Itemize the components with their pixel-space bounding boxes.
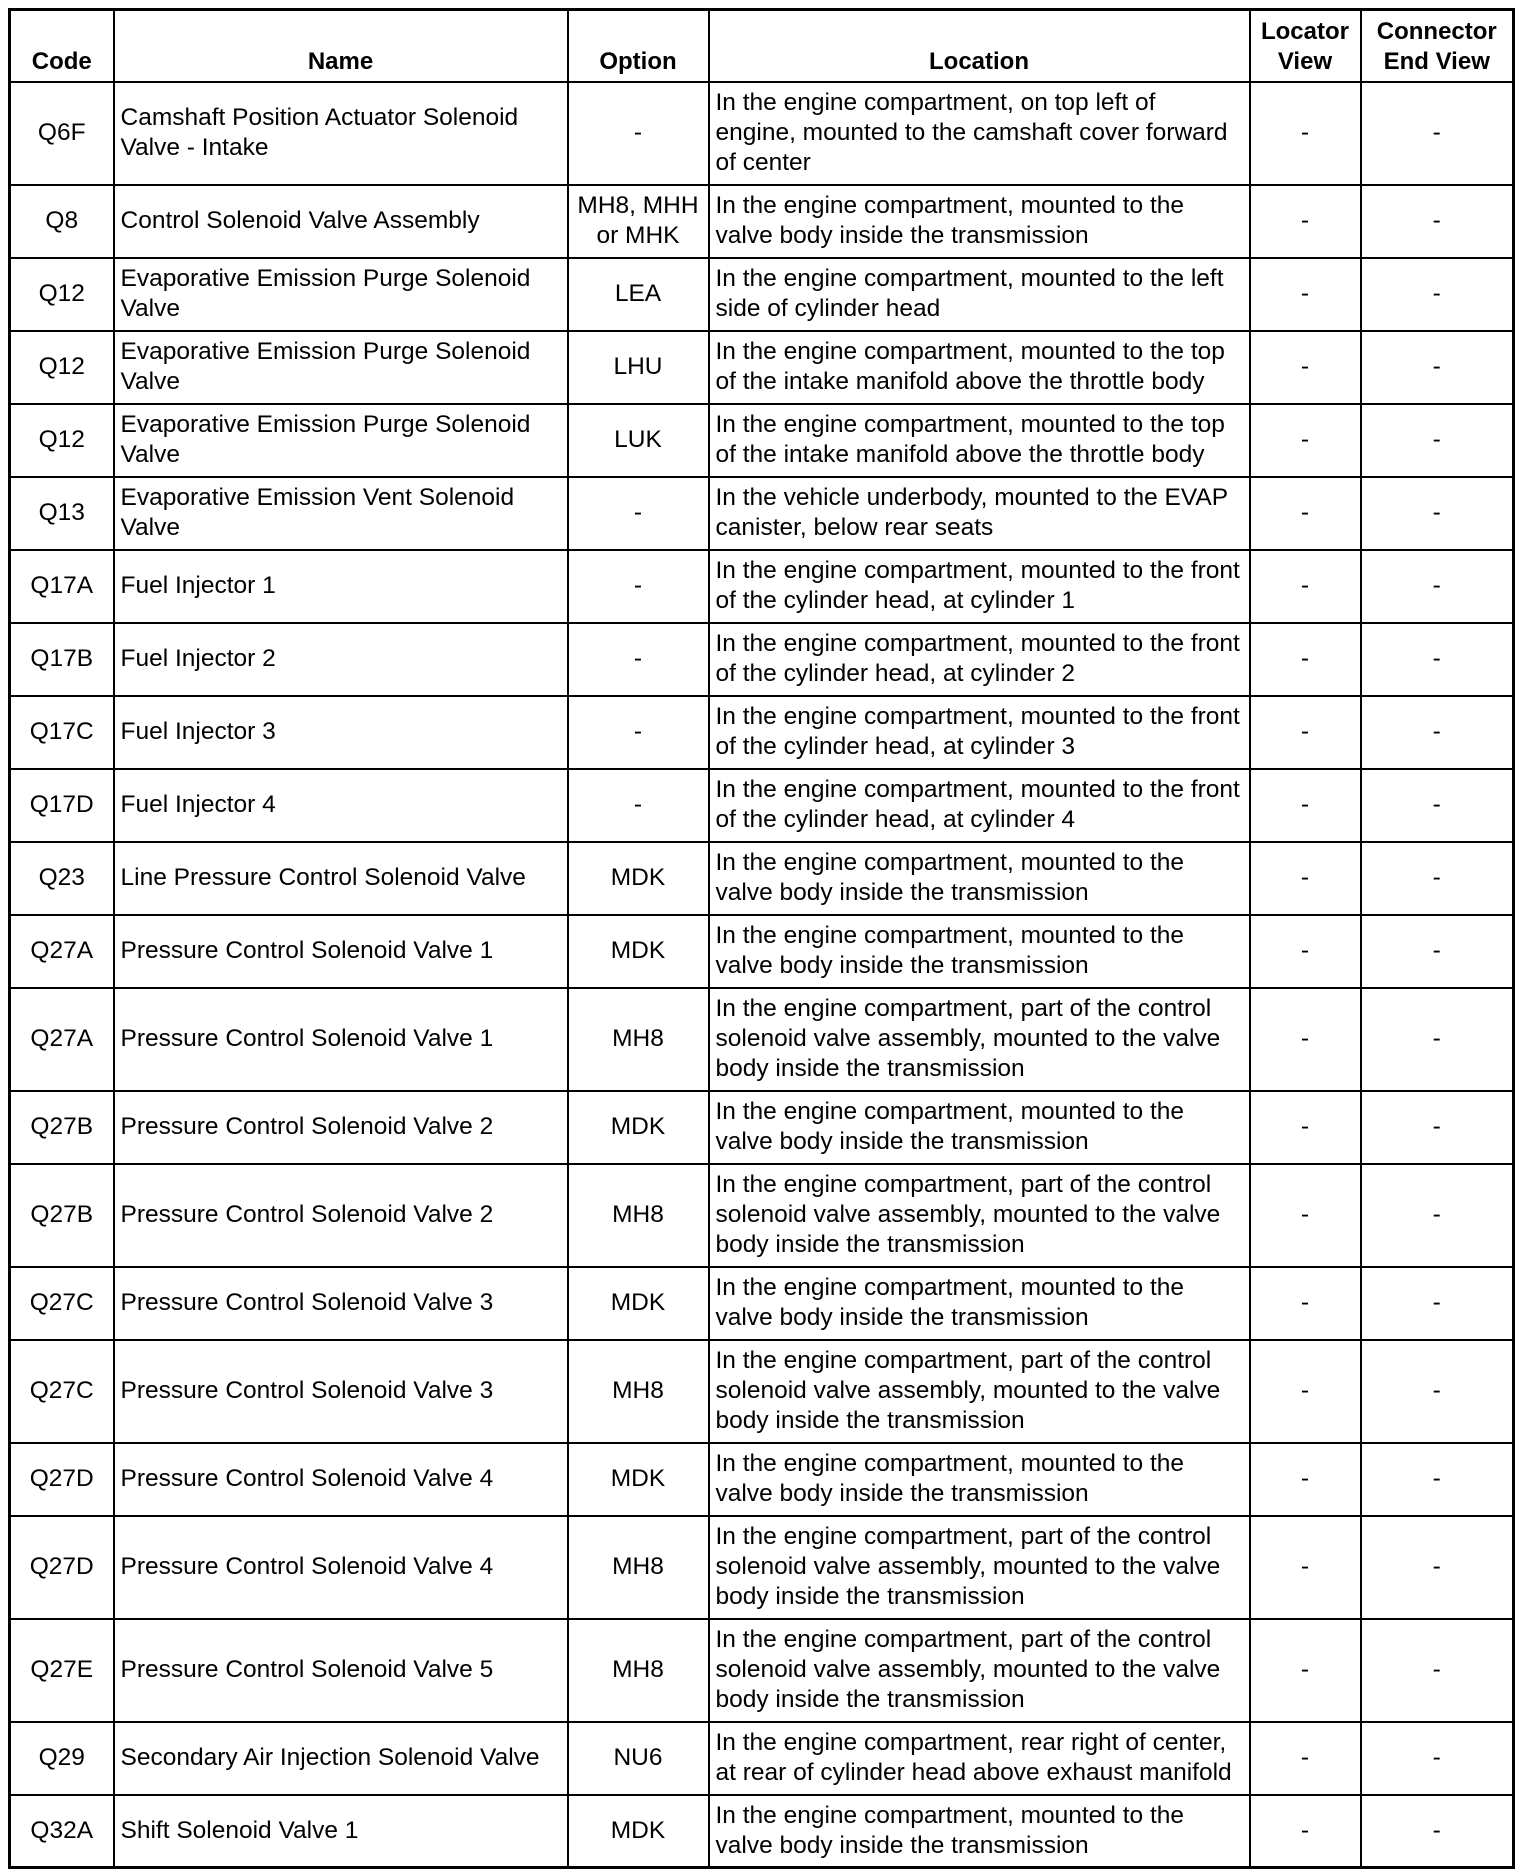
cell-code: Q27B [10,1091,114,1164]
cell-name: Evaporative Emission Vent Solenoid Valve [114,477,568,550]
cell-locator-view: - [1250,842,1361,915]
cell-locator-view: - [1250,1340,1361,1443]
table-body [10,82,1514,1868]
cell-locator-view: - [1250,1722,1361,1795]
cell-locator-view: - [1250,1795,1361,1868]
cell-name: Camshaft Position Actuator Solenoid Valve - Intake [114,82,568,185]
table-row [10,842,1514,915]
cell-connector-end-view: - [1361,1164,1514,1267]
header-name: Name [114,10,568,82]
table-row [10,1164,1514,1267]
table-header [10,10,1514,82]
cell-connector-end-view: - [1361,550,1514,623]
cell-location: In the engine compartment, mounted to the front of the cylinder head, at cylinder 3 [709,696,1250,769]
cell-location: In the engine compartment, mounted to the valve body inside the transmission [709,842,1250,915]
cell-locator-view: - [1250,258,1361,331]
cell-name: Fuel Injector 4 [114,769,568,842]
cell-location: In the engine compartment, mounted to the valve body inside the transmission [709,185,1250,258]
table-row [10,550,1514,623]
cell-locator-view: - [1250,550,1361,623]
cell-option: MH8 [568,1340,709,1443]
cell-name: Fuel Injector 2 [114,623,568,696]
cell-option: LEA [568,258,709,331]
cell-name: Fuel Injector 1 [114,550,568,623]
cell-code: Q32A [10,1795,114,1868]
cell-option: LUK [568,404,709,477]
cell-connector-end-view: - [1361,623,1514,696]
table-row [10,915,1514,988]
cell-location: In the engine compartment, mounted to the front of the cylinder head, at cylinder 1 [709,550,1250,623]
cell-connector-end-view: - [1361,1443,1514,1516]
cell-locator-view: - [1250,404,1361,477]
cell-name: Evaporative Emission Purge Solenoid Valve [114,404,568,477]
cell-code: Q27C [10,1267,114,1340]
cell-connector-end-view: - [1361,1722,1514,1795]
cell-name: Pressure Control Solenoid Valve 1 [114,915,568,988]
header-locator-view: Locator View [1250,10,1361,82]
cell-code: Q12 [10,404,114,477]
cell-location: In the engine compartment, part of the control solenoid valve assembly, mounted to the valve body inside the transmission [709,1340,1250,1443]
cell-connector-end-view: - [1361,769,1514,842]
cell-name: Pressure Control Solenoid Valve 1 [114,988,568,1091]
cell-name: Pressure Control Solenoid Valve 4 [114,1443,568,1516]
cell-option: NU6 [568,1722,709,1795]
cell-code: Q27D [10,1516,114,1619]
cell-code: Q27C [10,1340,114,1443]
cell-connector-end-view: - [1361,1340,1514,1443]
table-row [10,477,1514,550]
cell-code: Q23 [10,842,114,915]
cell-locator-view: - [1250,769,1361,842]
cell-locator-view: - [1250,1164,1361,1267]
header-connector-end-view: Connector End View [1361,10,1514,82]
cell-name: Pressure Control Solenoid Valve 3 [114,1340,568,1443]
header-row [10,10,1514,82]
cell-connector-end-view: - [1361,1619,1514,1722]
cell-option: MDK [568,1443,709,1516]
cell-code: Q12 [10,258,114,331]
table-row [10,258,1514,331]
cell-locator-view: - [1250,696,1361,769]
cell-name: Shift Solenoid Valve 1 [114,1795,568,1868]
cell-locator-view: - [1250,623,1361,696]
cell-option: MH8 [568,1516,709,1619]
table-row [10,1619,1514,1722]
cell-locator-view: - [1250,82,1361,185]
cell-option: MDK [568,1091,709,1164]
cell-location: In the engine compartment, mounted to the valve body inside the transmission [709,1443,1250,1516]
table-row [10,1091,1514,1164]
cell-code: Q17C [10,696,114,769]
cell-location: In the engine compartment, part of the control solenoid valve assembly, mounted to the valve body inside the transmission [709,1164,1250,1267]
cell-connector-end-view: - [1361,331,1514,404]
cell-option: - [568,477,709,550]
cell-locator-view: - [1250,331,1361,404]
cell-option: MH8 [568,1164,709,1267]
cell-code: Q27A [10,988,114,1091]
cell-option: - [568,82,709,185]
cell-code: Q8 [10,185,114,258]
cell-code: Q17A [10,550,114,623]
cell-connector-end-view: - [1361,477,1514,550]
cell-connector-end-view: - [1361,842,1514,915]
cell-option: - [568,696,709,769]
cell-location: In the engine compartment, rear right of center, at rear of cylinder head above exhaust manifold [709,1722,1250,1795]
cell-name: Pressure Control Solenoid Valve 2 [114,1091,568,1164]
header-code: Code [10,10,114,82]
table-row [10,1722,1514,1795]
cell-code: Q27E [10,1619,114,1722]
cell-location: In the engine compartment, mounted to the valve body inside the transmission [709,1091,1250,1164]
cell-name: Fuel Injector 3 [114,696,568,769]
table-row [10,404,1514,477]
header-option: Option [568,10,709,82]
cell-location: In the engine compartment, on top left of engine, mounted to the camshaft cover forward of center [709,82,1250,185]
cell-code: Q17B [10,623,114,696]
table-row [10,1340,1514,1443]
cell-connector-end-view: - [1361,1795,1514,1868]
cell-locator-view: - [1250,477,1361,550]
cell-location: In the engine compartment, mounted to the top of the intake manifold above the throttle body [709,331,1250,404]
cell-connector-end-view: - [1361,404,1514,477]
cell-locator-view: - [1250,988,1361,1091]
cell-locator-view: - [1250,1443,1361,1516]
cell-connector-end-view: - [1361,185,1514,258]
table-row [10,1516,1514,1619]
cell-location: In the engine compartment, mounted to the valve body inside the transmission [709,1795,1250,1868]
cell-option: MH8, MHH or MHK [568,185,709,258]
cell-name: Evaporative Emission Purge Solenoid Valve [114,331,568,404]
cell-connector-end-view: - [1361,1091,1514,1164]
cell-option: MDK [568,842,709,915]
cell-name: Line Pressure Control Solenoid Valve [114,842,568,915]
cell-code: Q17D [10,769,114,842]
table-row [10,1443,1514,1516]
cell-location: In the engine compartment, mounted to the valve body inside the transmission [709,915,1250,988]
cell-code: Q6F [10,82,114,185]
cell-option: MDK [568,1795,709,1868]
table-row [10,1795,1514,1868]
cell-code: Q29 [10,1722,114,1795]
cell-option: MH8 [568,988,709,1091]
cell-connector-end-view: - [1361,82,1514,185]
cell-location: In the engine compartment, mounted to the valve body inside the transmission [709,1267,1250,1340]
cell-option: - [568,550,709,623]
cell-locator-view: - [1250,185,1361,258]
cell-connector-end-view: - [1361,1516,1514,1619]
cell-option: MDK [568,1267,709,1340]
cell-name: Evaporative Emission Purge Solenoid Valve [114,258,568,331]
cell-code: Q27A [10,915,114,988]
cell-option: MDK [568,915,709,988]
cell-connector-end-view: - [1361,696,1514,769]
cell-name: Pressure Control Solenoid Valve 2 [114,1164,568,1267]
cell-location: In the engine compartment, part of the control solenoid valve assembly, mounted to the valve body inside the transmission [709,1619,1250,1722]
table-row [10,696,1514,769]
cell-locator-view: - [1250,1619,1361,1722]
table-row [10,623,1514,696]
cell-connector-end-view: - [1361,258,1514,331]
cell-option: LHU [568,331,709,404]
cell-locator-view: - [1250,1516,1361,1619]
cell-location: In the vehicle underbody, mounted to the EVAP canister, below rear seats [709,477,1250,550]
header-location: Location [709,10,1250,82]
cell-name: Pressure Control Solenoid Valve 4 [114,1516,568,1619]
cell-option: MH8 [568,1619,709,1722]
table-row [10,769,1514,842]
cell-location: In the engine compartment, mounted to the front of the cylinder head, at cylinder 4 [709,769,1250,842]
cell-locator-view: - [1250,1267,1361,1340]
cell-code: Q12 [10,331,114,404]
cell-locator-view: - [1250,1091,1361,1164]
cell-option: - [568,623,709,696]
cell-location: In the engine compartment, part of the control solenoid valve assembly, mounted to the valve body inside the transmission [709,1516,1250,1619]
table-row [10,1267,1514,1340]
table-row [10,331,1514,404]
cell-name: Pressure Control Solenoid Valve 3 [114,1267,568,1340]
cell-name: Control Solenoid Valve Assembly [114,185,568,258]
cell-location: In the engine compartment, mounted to the front of the cylinder head, at cylinder 2 [709,623,1250,696]
cell-connector-end-view: - [1361,1267,1514,1340]
cell-code: Q13 [10,477,114,550]
cell-option: - [568,769,709,842]
cell-name: Pressure Control Solenoid Valve 5 [114,1619,568,1722]
cell-name: Secondary Air Injection Solenoid Valve [114,1722,568,1795]
cell-location: In the engine compartment, mounted to the left side of cylinder head [709,258,1250,331]
cell-location: In the engine compartment, mounted to the top of the intake manifold above the throttle body [709,404,1250,477]
cell-locator-view: - [1250,915,1361,988]
table-row [10,185,1514,258]
component-locator-table [8,8,1515,1869]
table-row [10,988,1514,1091]
cell-location: In the engine compartment, part of the control solenoid valve assembly, mounted to the valve body inside the transmission [709,988,1250,1091]
table-row [10,82,1514,185]
cell-code: Q27B [10,1164,114,1267]
cell-code: Q27D [10,1443,114,1516]
cell-connector-end-view: - [1361,988,1514,1091]
cell-connector-end-view: - [1361,915,1514,988]
